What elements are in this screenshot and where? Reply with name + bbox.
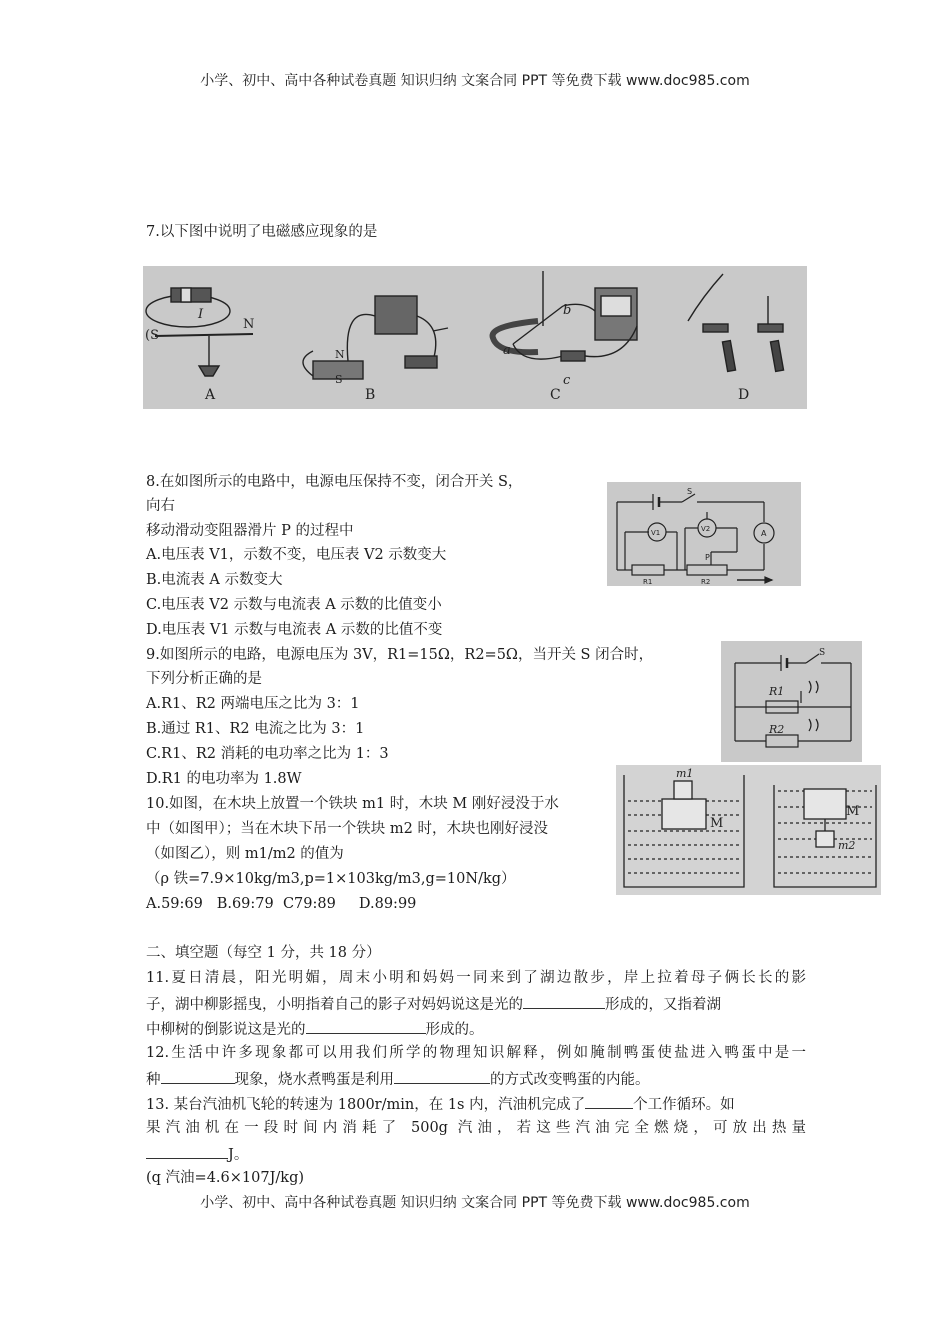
q8-fig-r1: R1 bbox=[643, 578, 653, 586]
q8-fig-v1: V1 bbox=[651, 529, 661, 537]
q9-option-a: A.R1、R2 两端电压之比为 3：1 bbox=[146, 696, 360, 712]
q11-line2 bbox=[146, 993, 721, 1015]
q7-fig-a-i: I bbox=[198, 307, 204, 322]
q10-fig-m1: m1 bbox=[676, 767, 694, 780]
q12-line2-part2: 现象，烧水煮鸭蛋是利用 bbox=[234, 1072, 394, 1088]
q9-circuit-figure bbox=[721, 641, 862, 762]
q10-stem-line3: （如图乙），则 m1/m2 的值为 bbox=[146, 846, 344, 862]
q8-option-b: B.电流表 A 示数变大 bbox=[146, 572, 283, 588]
page-header: 小学、初中、高中各种试卷真题 知识归纳 文案合同 PPT 等免费下载 www.doc985.com bbox=[200, 73, 750, 89]
q13-line2: 果汽油机在一段时间内消耗了 500g 汽油，若这些汽油完全燃烧，可放出热量 bbox=[146, 1120, 806, 1136]
q12-blank1[interactable] bbox=[161, 1068, 235, 1084]
q8-fig-a: A bbox=[761, 529, 767, 538]
q8-stem-line3: 移动滑动变阻器滑片 P 的过程中 bbox=[146, 523, 354, 539]
q12-blank2[interactable] bbox=[394, 1068, 490, 1084]
q8-circuit-figure bbox=[607, 482, 801, 586]
q12-line2-part1: 种 bbox=[146, 1072, 161, 1088]
q8-stem-line1: 8.在如图所示的电路中，电源电压保持不变，闭合开关 S， bbox=[146, 474, 523, 490]
q8-fig-s: S bbox=[687, 487, 693, 496]
q7-fig-d bbox=[688, 274, 784, 371]
q10-stem-line4: （ρ 铁=7.9×10kg/m3,p=1×103kg/m3,g=10N/kg） bbox=[146, 871, 516, 887]
q7-fig-b bbox=[303, 296, 448, 386]
q8-option-d: D.电压表 V1 示数与电流表 A 示数的比值不变 bbox=[146, 622, 443, 638]
q8-option-a: A.电压表 V1，示数不变，电压表 V2 示数变大 bbox=[146, 547, 447, 563]
q10-fig-m-left: M bbox=[710, 816, 724, 831]
q10-stem-line1: 10.如图，在木块上放置一个铁块 m1 时，木块 M 刚好浸没于水 bbox=[146, 796, 559, 812]
q10-fig-m2: m2 bbox=[838, 839, 856, 852]
q7-fig-a-n: N bbox=[243, 317, 255, 332]
q7-fig-c-c: c bbox=[563, 373, 571, 388]
q11-blank2[interactable] bbox=[306, 1018, 426, 1034]
q7-label-d: D bbox=[738, 387, 750, 403]
q10-options: A.59:69 B.69:79 C79:89 D.89:99 bbox=[146, 896, 417, 912]
q11-line2-part2: 形成的，又指着湖 bbox=[605, 997, 721, 1013]
q10-buoyancy-figure bbox=[616, 765, 881, 895]
q9-stem-line1: 9.如图所示的电路，电源电压为 3V，R1=15Ω，R2=5Ω，当开关 S 闭合时， bbox=[146, 647, 654, 663]
q9-fig-r2: R2 bbox=[769, 723, 785, 736]
q7-fig-a-s: (S bbox=[145, 328, 159, 343]
q13-line3-part1: J。 bbox=[228, 1147, 249, 1163]
q8-stem-line2: 向右 bbox=[146, 498, 175, 514]
q9-option-c: C.R1、R2 消耗的电功率之比为 1：3 bbox=[146, 746, 389, 762]
q9-fig-s: S bbox=[819, 648, 826, 658]
q7-fig-c-a: a bbox=[503, 343, 511, 358]
q13-line1-part2: 个工作循环。如 bbox=[633, 1097, 735, 1113]
q11-blank1[interactable] bbox=[523, 993, 605, 1009]
q8-fig-p: P bbox=[705, 553, 710, 562]
q13-line4: (q 汽油=4.6×107J/kg) bbox=[146, 1170, 305, 1186]
q11-line3-part2: 形成的。 bbox=[425, 1022, 484, 1038]
q9-stem-line2: 下列分析正确的是 bbox=[146, 671, 262, 687]
q11-line2-part1: 子，湖中柳影摇曳，小明指着自己的影子对妈妈说这是光的 bbox=[146, 997, 523, 1013]
q9-option-d: D.R1 的电功率为 1.8W bbox=[146, 771, 302, 787]
q10-stem-line2: 中（如图甲）；当在木块下吊一个铁块 m2 时，木块也刚好浸没 bbox=[146, 821, 548, 837]
q8-fig-r2: R2 bbox=[701, 578, 711, 586]
q13-line3 bbox=[146, 1143, 248, 1165]
q13-line1 bbox=[146, 1093, 735, 1115]
q7-label-a: A bbox=[205, 387, 216, 403]
page-footer: 小学、初中、高中各种试卷真题 知识归纳 文案合同 PPT 等免费下载 www.doc985.com bbox=[200, 1195, 750, 1211]
q13-blank1[interactable] bbox=[585, 1093, 633, 1109]
q9-option-b: B.通过 R1、R2 电流之比为 3：1 bbox=[146, 721, 365, 737]
q13-line1-part1: 13. 某台汽油机飞轮的转速为 1800r/min，在 1s 内，汽油机完成了 bbox=[146, 1097, 586, 1113]
q7-fig-a bbox=[145, 288, 254, 376]
q11-line1: 11.夏日清晨，阳光明媚，周末小明和妈妈一同来到了湖边散步，岸上拉着母子俩长长的影 bbox=[146, 970, 806, 986]
q11-line3 bbox=[146, 1018, 484, 1040]
q7-fig-c bbox=[493, 271, 637, 388]
q11-line3-part1: 中柳树的倒影说这是光的 bbox=[146, 1022, 306, 1038]
q12-line2 bbox=[146, 1068, 650, 1090]
q7-label-c: C bbox=[550, 387, 561, 403]
q7-fig-b-n: N bbox=[335, 348, 345, 361]
q7-fig-c-b: b bbox=[563, 303, 572, 318]
q12-line2-part3: 的方式改变鸭蛋的内能。 bbox=[490, 1072, 650, 1088]
q8-option-c: C.电压表 V2 示数与电流表 A 示数的比值变小 bbox=[146, 597, 442, 613]
q10-fig-m-right: M bbox=[846, 804, 860, 819]
q12-line1: 12.生活中许多现象都可以用我们所学的物理知识解释，例如腌制鸭蛋使盐进入鸭蛋中是一 bbox=[146, 1045, 806, 1061]
q7-fig-b-s: S bbox=[335, 373, 343, 386]
section2-title: 二、填空题（每空 1 分，共 18 分） bbox=[146, 945, 381, 961]
q7-stem: 7.以下图中说明了电磁感应现象的是 bbox=[146, 224, 378, 240]
q8-fig-v2: V2 bbox=[701, 525, 711, 533]
q13-blank2[interactable] bbox=[146, 1143, 228, 1159]
q7-figure bbox=[143, 266, 807, 409]
q9-fig-r1: R1 bbox=[769, 685, 785, 698]
q7-label-b: B bbox=[365, 387, 376, 403]
